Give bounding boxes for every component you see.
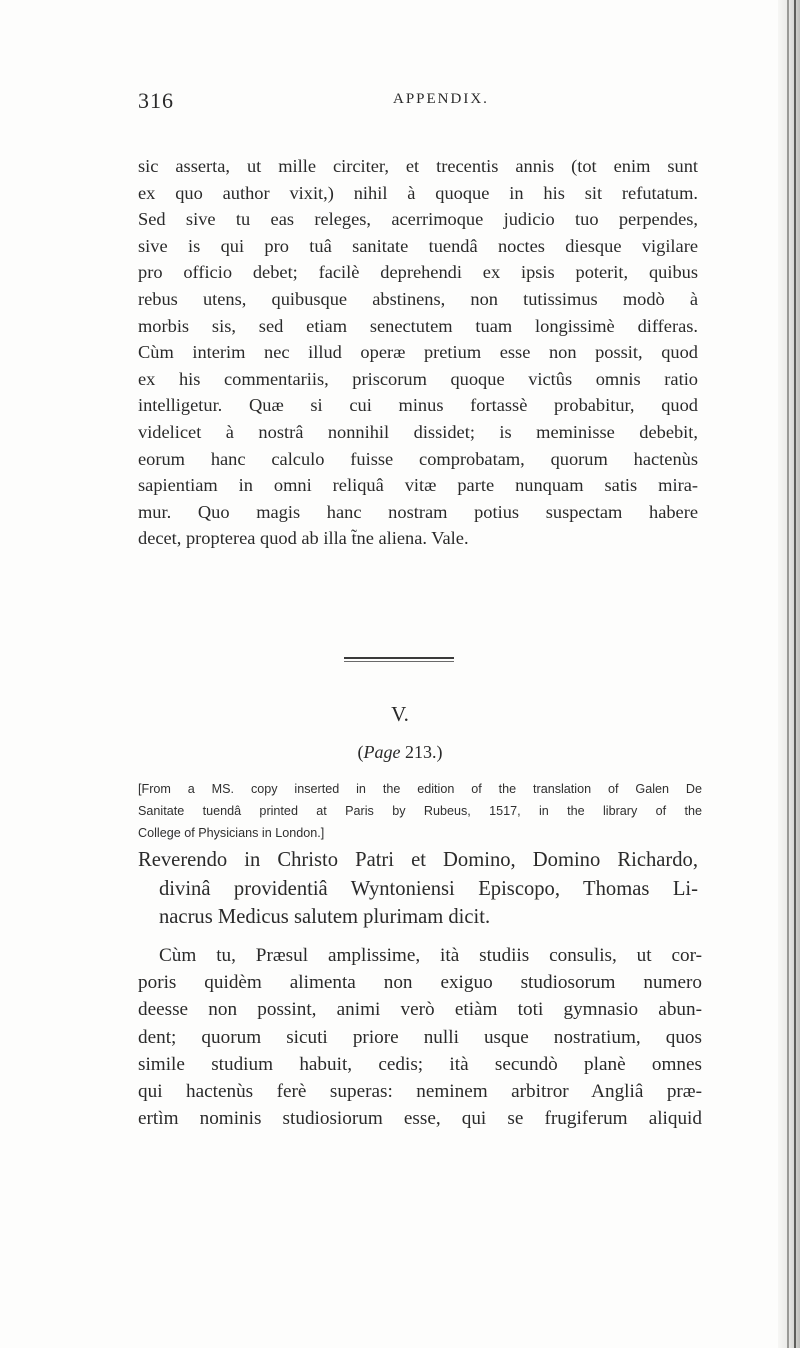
edge-shadow-line [787,0,789,1348]
text-line: sive is qui pro tuâ sanitate tuendâ noctes diesque vigilare [138,235,698,256]
letter-line: simile studium habuit, cedis; ità secundò planè omnes [138,1053,702,1075]
running-head: APPENDIX. [393,91,489,107]
letter-line: deesse non possint, animi verò etiàm toti gymnasio abun- [138,999,702,1021]
text-line: ex quo author vixit,) nihil à quoque in his sit refutatum. [138,182,698,203]
closing-paragraph [138,153,698,552]
salutation-line: nacrus Medicus salutem plurimam dicit. [159,906,491,928]
edge-dark-line [794,0,796,1348]
text-line: videlicet à nostrâ nonnihil dissidet; is meminisse debebit, [138,421,698,442]
letter-body [138,942,702,1132]
text-line: Cùm interim nec illud operæ pretium esse non possit, quod [138,342,698,363]
source-note [138,778,702,844]
section-number: V. [391,702,409,726]
page-reference: (Page 213.) [357,742,443,762]
text-line: Sed sive tu eas releges, acerrimoque judicio tuo perpendes, [138,209,698,230]
section-divider-rule [344,657,454,659]
note-line: Sanitate tuendâ printed at Paris by Rubeus, 1517, in the library of the [138,804,702,818]
text-line: sapientiam in omni reliquâ vitæ parte nunquam satis mira- [138,475,698,496]
page-ref-number: 213. [404,742,437,762]
salutation-line: Reverendo in Christo Patri et Domino, Domino Richardo, [138,849,698,871]
letter-line: Cùm tu, Præsul amplissime, ità studiis consulis, ut cor- [159,945,702,966]
text-line: pro officio debet; facilè deprehendi ex ipsis poterit, quibus [138,262,698,283]
note-line: [From a MS. copy inserted in the edition of the translation of Galen De [138,782,702,796]
letter-line: ertìm nominis studiosiorum esse, qui se frugiferum aliquid [138,1108,702,1130]
text-line: rebus utens, quibusque abstinens, non tutissimus modò à [138,288,698,309]
text-line: mur. Quo magis hanc nostram potius suspectam habere [138,501,698,522]
text-line: eorum hanc calculo fuisse comprobatam, quorum hactenùs [138,448,698,469]
section-divider-rule-thin [344,661,454,662]
text-line: intelligetur. Quæ si cui minus fortassè probabitur, quod [138,395,698,416]
page-edge-binding [778,0,800,1348]
letter-line: dent; quorum sicuti priore nulli usque nostratium, quos [138,1026,702,1048]
letter-line: qui hactenùs ferè superas: neminem arbitror Angliâ præ- [138,1081,702,1103]
page-number: 316 [138,88,174,113]
text-line: morbis sis, sed etiam senectutem tuam longissimè differas. [138,315,698,336]
letter-salutation [138,846,698,932]
letter-line: poris quidèm alimenta non exiguo studiosorum numero [138,972,702,994]
page-header [138,88,698,114]
page-ref-word: Page [363,742,401,762]
text-line: ex his commentariis, priscorum quoque victûs omnis ratio [138,368,698,389]
salutation-line: divinâ providentiâ Wyntoniensi Episcopo, Thomas Li- [159,877,698,900]
text-line: decet, propterea quod ab illa t̃ne aliena. Vale. [138,528,469,549]
note-line: College of Physicians in London.] [138,826,325,840]
text-line: sic asserta, ut mille circiter, et trecentis annis (tot enim sunt [138,156,698,176]
